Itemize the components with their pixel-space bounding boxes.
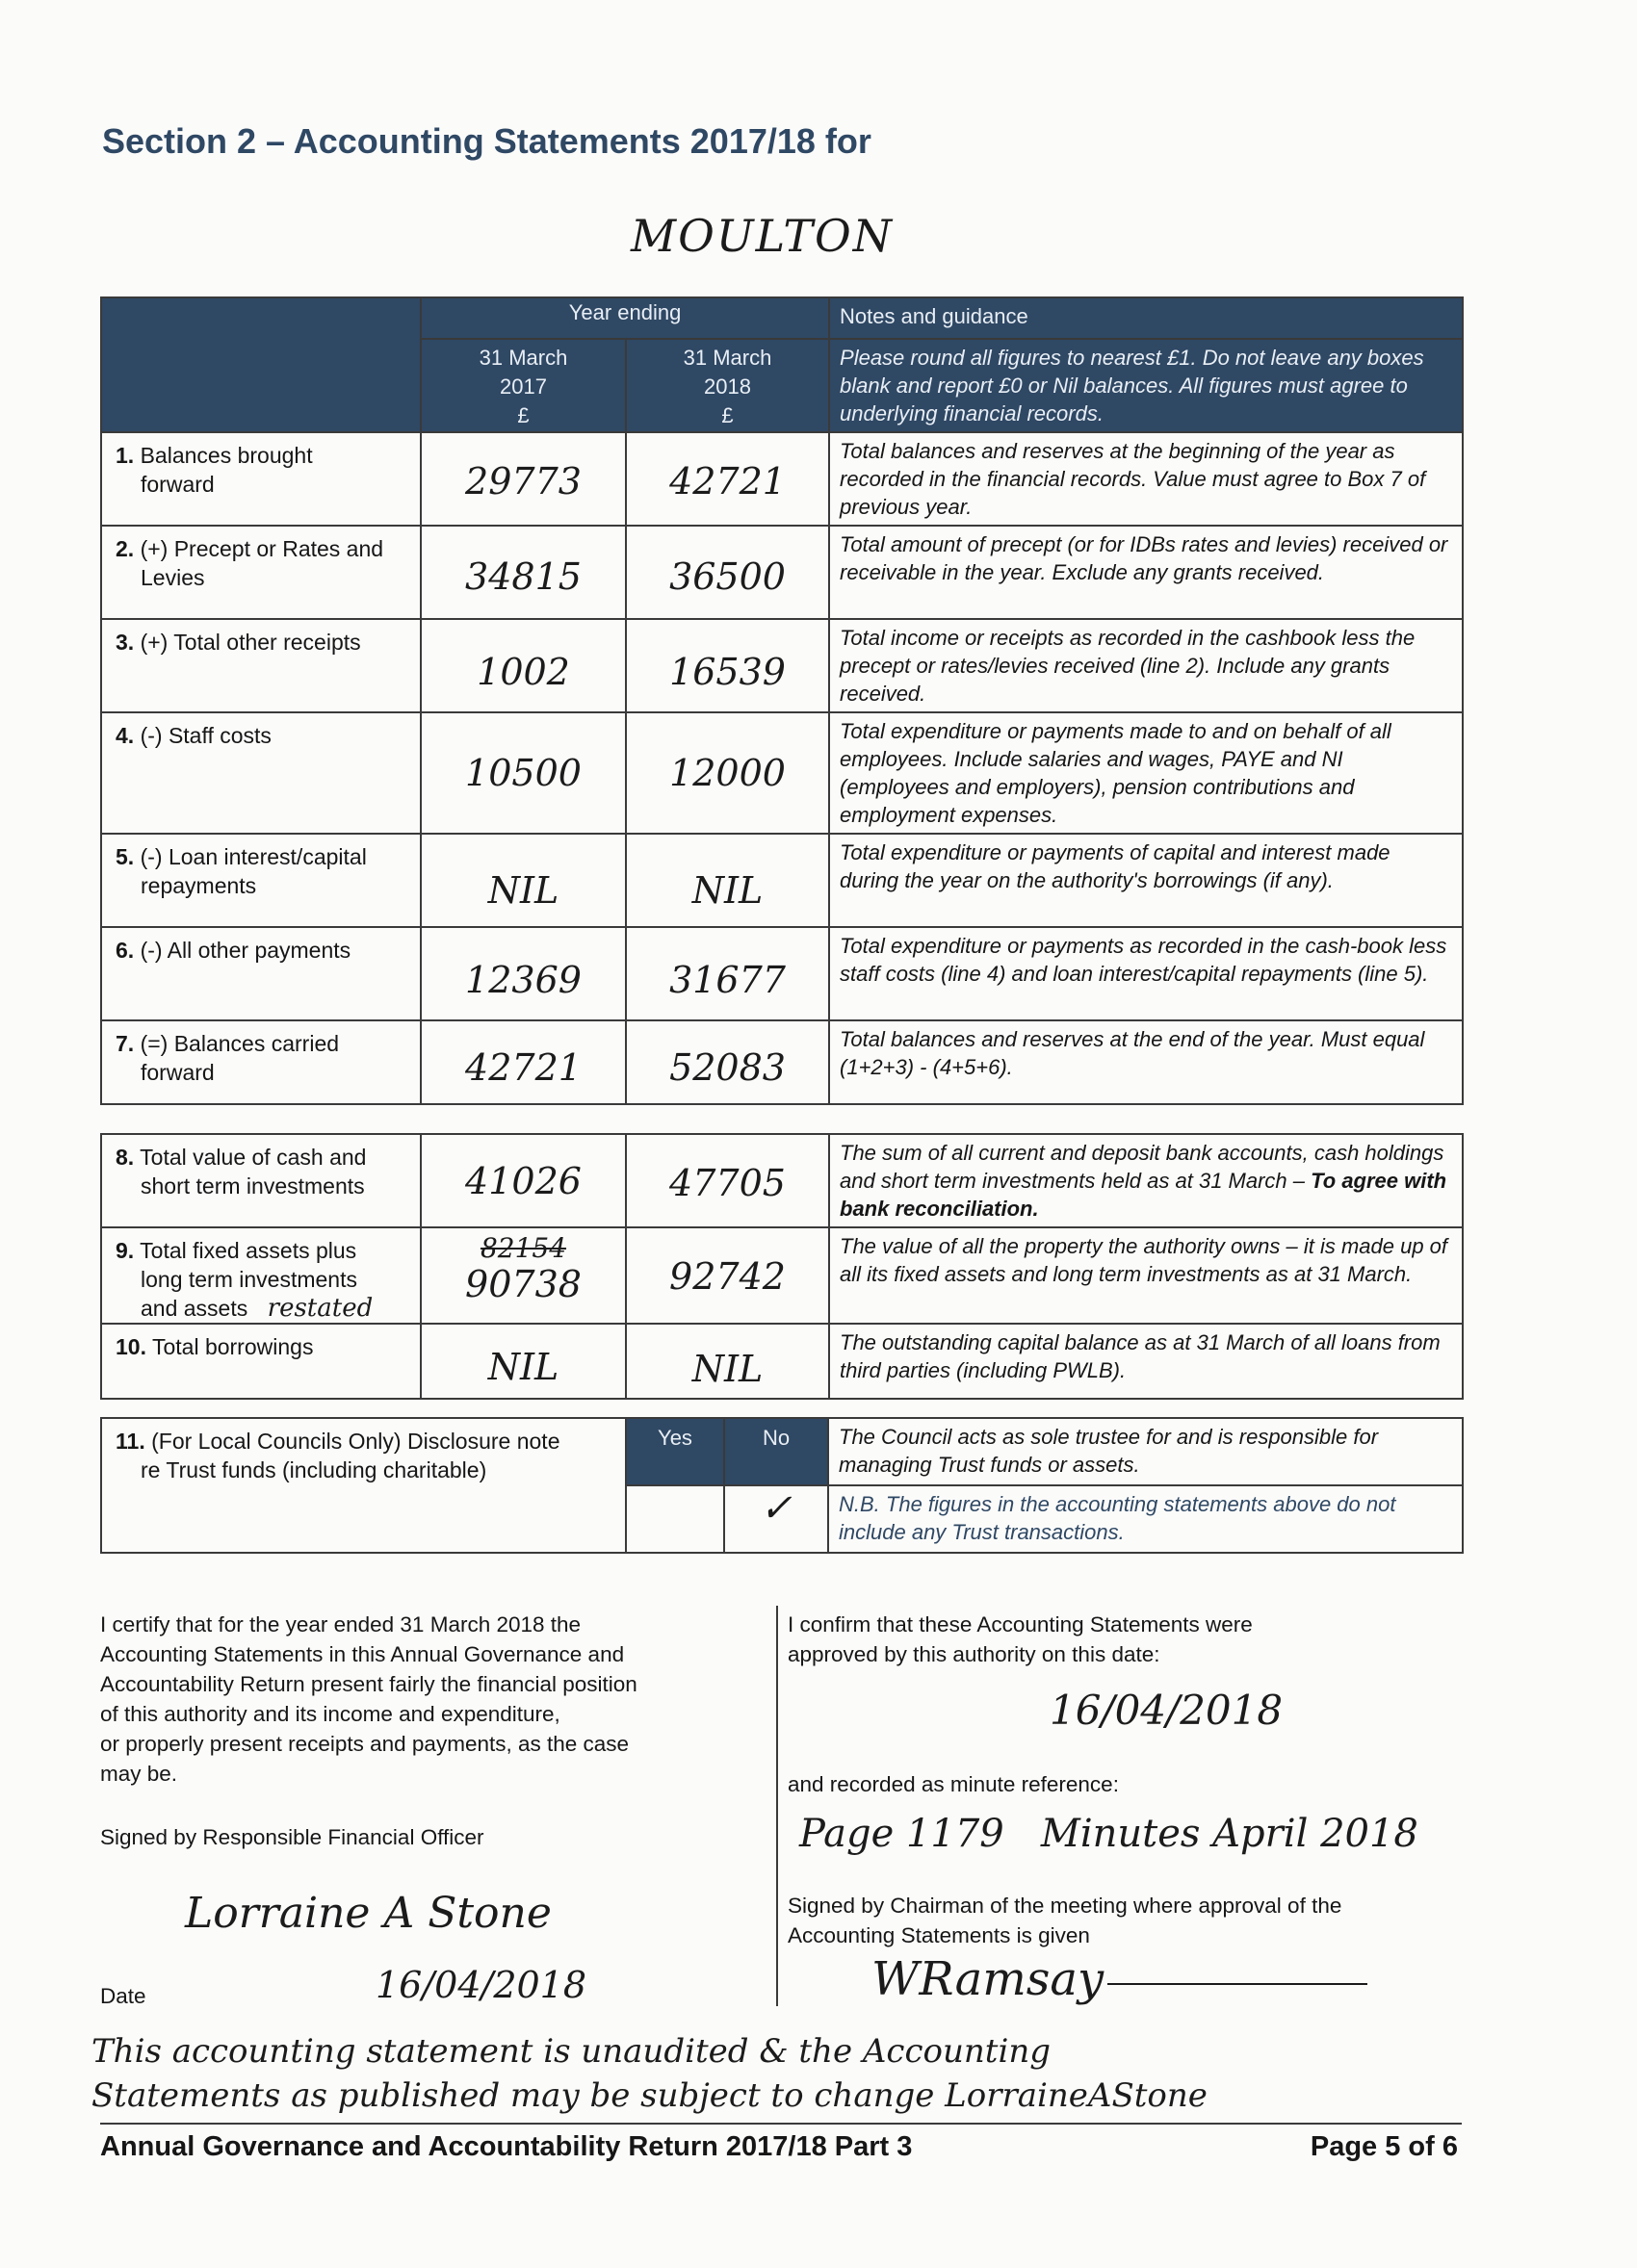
table-row	[101, 834, 1463, 927]
table-row	[101, 712, 1463, 834]
row-note: Total expenditure or payments of capital and interest made during the year on the authority's borrowings (if any).	[829, 834, 1463, 927]
row-label: 4. (-) Staff costs	[101, 712, 421, 834]
trust-note-2: N.B. The figures in the accounting statements above do not include any Trust transactions.	[828, 1485, 1463, 1553]
page-number: Page 5 of 6	[1310, 2131, 1458, 2162]
footer-title: Annual Governance and Accountability Return 2017/18 Part 3	[100, 2131, 913, 2162]
value-2017: 41026	[421, 1134, 626, 1227]
signed-rfo-label: Signed by Responsible Financial Officer	[100, 1825, 484, 1849]
minute-reference: Page 1179 Minutes April 2018	[799, 1812, 1418, 1856]
value-2017: 34815	[421, 526, 626, 619]
table-row	[101, 1227, 1463, 1324]
table-row	[101, 526, 1463, 619]
accounting-statements-table	[100, 296, 1464, 1105]
row-note: Total balances and reserves at the end of the year. Must equal (1+2+3) - (4+5+6).	[829, 1020, 1463, 1104]
table-row	[101, 927, 1463, 1020]
trust-label: 11. (For Local Councils Only) Disclosure note re Trust funds (including charitable)	[101, 1418, 626, 1553]
value-2018: 42721	[626, 432, 829, 526]
value-2017: NIL	[421, 834, 626, 927]
section-title: Section 2 – Accounting Statements 2017/18 for	[102, 121, 871, 161]
row-note: Total income or receipts as recorded in the cashbook less the precept or rates/levies received (line 2). Include any grants received.	[829, 619, 1463, 712]
council-name: MOULTON	[631, 210, 895, 262]
row-label: 3. (+) Total other receipts	[101, 619, 421, 712]
value-2018: 36500	[626, 526, 829, 619]
signature-stroke	[1107, 1983, 1367, 1985]
row-note: The sum of all current and deposit bank accounts, cash holdings and short term investments held as at 31 March – To agree with bank reconciliation.	[829, 1134, 1463, 1227]
row-label: 5. (-) Loan interest/capital repayments	[101, 834, 421, 927]
value-2017: 10500	[421, 712, 626, 834]
row-label: 1. Balances brought forward	[101, 432, 421, 526]
value-2017: 29773	[421, 432, 626, 526]
col-2017-header: 31 March 2017 £	[421, 339, 626, 432]
row-label: 2. (+) Precept or Rates and Levies	[101, 526, 421, 619]
row-note: The outstanding capital balance as at 31 March of all loans from third parties (including PWLB).	[829, 1324, 1463, 1399]
value-2017: 82154 90738	[421, 1227, 626, 1324]
handwritten-note: This accounting statement is unaudited & the Accounting Statements as published may be subject to change LorraineAStone	[91, 2032, 1208, 2115]
table-row	[101, 1020, 1463, 1104]
trust-funds-table	[100, 1417, 1464, 1554]
minute-reference-label: and recorded as minute reference:	[788, 1772, 1119, 1796]
rfo-signature: Lorraine A Stone	[185, 1889, 552, 1938]
no-header: No	[724, 1418, 828, 1485]
value-2018: 16539	[626, 619, 829, 712]
value-2018: NIL	[626, 834, 829, 927]
no-box-tick[interactable]: ✓	[724, 1485, 828, 1553]
notes-intro: Please round all figures to nearest £1. Do not leave any boxes blank and report £0 or Nil balances. All figures must agree to underlying financial records.	[829, 339, 1463, 432]
assets-table	[100, 1133, 1464, 1400]
value-2018: NIL	[626, 1324, 829, 1399]
notes-header: Notes and guidance	[829, 297, 1463, 339]
row-label: 7. (=) Balances carried forward	[101, 1020, 421, 1104]
yes-box[interactable]	[626, 1485, 724, 1553]
value-2018: 12000	[626, 712, 829, 834]
row-note: The value of all the property the authority owns – it is made up of all its fixed assets and long term investments as at 31 March.	[829, 1227, 1463, 1324]
value-2017: 1002	[421, 619, 626, 712]
row-note: Total expenditure or payments made to and on behalf of all employees. Include salaries and wages, PAYE and NI (employees and employers), pension contributions and employment expenses.	[829, 712, 1463, 834]
year-ending-header: Year ending	[421, 297, 829, 339]
footer-rule	[100, 2123, 1462, 2125]
rfo-certification-text: I certify that for the year ended 31 March 2018 the Accounting Statements in this Annual Governance and Accountability Return present fairly the financial position of this authority and its income and expenditure, or properly present receipts and payments, as the case may be.	[100, 1612, 637, 1786]
row-note: Total balances and reserves at the beginning of the year as recorded in the financial records. Value must agree to Box 7 of previous year.	[829, 432, 1463, 526]
approval-text: I confirm that these Accounting Statements were approved by this authority on this date:	[788, 1612, 1253, 1666]
value-2018: 47705	[626, 1134, 829, 1227]
value-2018: 31677	[626, 927, 829, 1020]
row-label: 8. Total value of cash and short term investments	[101, 1134, 421, 1227]
header-blank-cell	[101, 297, 421, 432]
value-2017: 42721	[421, 1020, 626, 1104]
approval-date: 16/04/2018	[1050, 1687, 1284, 1734]
value-2017: NIL	[421, 1324, 626, 1399]
rfo-date: 16/04/2018	[376, 1964, 587, 2006]
trust-note-1: The Council acts as sole trustee for and is responsible for managing Trust funds or assets.	[828, 1418, 1463, 1485]
date-label: Date	[100, 1984, 146, 2008]
col-2018-header: 31 March 2018 £	[626, 339, 829, 432]
chairman-signature: WRamsay	[871, 1952, 1104, 2006]
row-label: 10. Total borrowings	[101, 1324, 421, 1399]
value-2018: 52083	[626, 1020, 829, 1104]
table-row	[101, 619, 1463, 712]
table-row	[101, 432, 1463, 526]
row-label: 9. Total fixed assets plus long term investments and assets restated	[101, 1227, 421, 1324]
value-2017: 12369	[421, 927, 626, 1020]
value-2018: 92742	[626, 1227, 829, 1324]
table-row	[101, 1134, 1463, 1227]
struck-value: 82154	[480, 1232, 567, 1264]
row-note: Total amount of precept (or for IDBs rates and levies) received or receivable in the year. Exclude any grants received.	[829, 526, 1463, 619]
column-divider	[776, 1606, 778, 2006]
row-label: 6. (-) All other payments	[101, 927, 421, 1020]
table-row	[101, 1324, 1463, 1399]
chairman-label: Signed by Chairman of the meeting where approval of the Accounting Statements is given	[788, 1894, 1342, 1947]
row-note: Total expenditure or payments as recorded in the cash-book less staff costs (line 4) and loan interest/capital repayments (line 5).	[829, 927, 1463, 1020]
yes-header: Yes	[626, 1418, 724, 1485]
restated-note: restated	[267, 1294, 374, 1323]
